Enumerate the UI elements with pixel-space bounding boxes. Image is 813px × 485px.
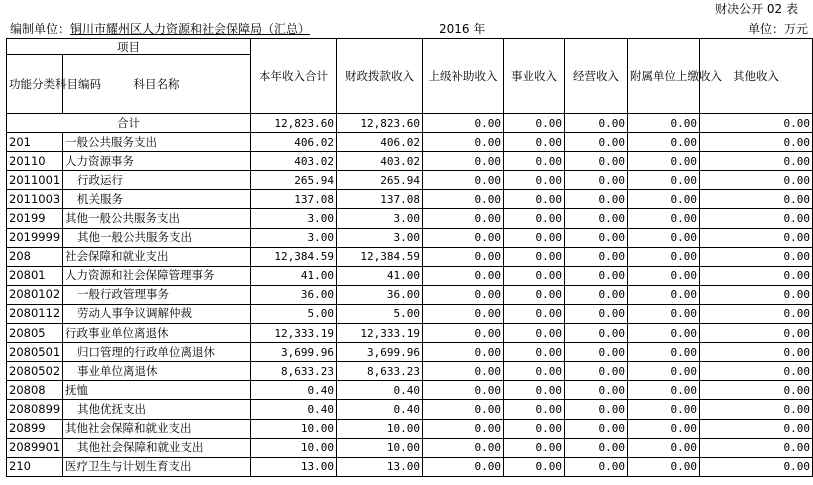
table-row xyxy=(7,209,813,228)
row-value: 0.00 xyxy=(700,381,813,400)
row-value: 0.00 xyxy=(628,247,700,266)
row-value: 13.00 xyxy=(251,457,337,476)
table-row xyxy=(7,438,813,457)
row-value: 3.00 xyxy=(337,228,423,247)
table-row xyxy=(7,228,813,247)
row-value: 0.00 xyxy=(628,419,700,438)
row-name: 劳动人事争议调解仲裁 xyxy=(63,304,251,323)
row-value: 0.00 xyxy=(700,324,813,343)
row-value: 0.00 xyxy=(565,171,628,190)
row-value: 0.00 xyxy=(628,304,700,323)
row-name: 其他社会保障和就业支出 xyxy=(63,438,251,457)
table-row xyxy=(7,324,813,343)
row-value: 0.00 xyxy=(423,190,504,209)
row-value: 0.00 xyxy=(565,419,628,438)
row-value: 3,699.96 xyxy=(337,343,423,362)
row-value: 0.00 xyxy=(504,457,565,476)
row-value: 12,333.19 xyxy=(337,324,423,343)
row-value: 0.40 xyxy=(337,400,423,419)
table-row xyxy=(7,381,813,400)
row-value: 265.94 xyxy=(251,171,337,190)
row-code: 2080102 xyxy=(7,285,63,304)
reporting-unit xyxy=(10,22,310,36)
row-code: 208 xyxy=(7,247,63,266)
row-name: 机关服务 xyxy=(63,190,251,209)
row-value: 0.00 xyxy=(700,209,813,228)
row-value: 0.00 xyxy=(504,247,565,266)
row-value: 0.00 xyxy=(565,285,628,304)
row-value: 0.00 xyxy=(423,457,504,476)
row-value: 406.02 xyxy=(251,133,337,152)
row-value: 0.00 xyxy=(423,400,504,419)
row-value: 0.00 xyxy=(423,381,504,400)
row-name: 归口管理的行政单位离退休 xyxy=(63,343,251,362)
row-value: 0.00 xyxy=(423,438,504,457)
total-value: 0.00 xyxy=(700,114,813,133)
row-value: 36.00 xyxy=(337,285,423,304)
header-business: 事业收入 xyxy=(504,39,565,114)
row-value: 0.00 xyxy=(565,228,628,247)
row-code: 210 xyxy=(7,457,63,476)
row-value: 0.00 xyxy=(423,171,504,190)
row-value: 0.00 xyxy=(423,209,504,228)
row-name: 其他一般公共服务支出 xyxy=(63,209,251,228)
row-value: 0.00 xyxy=(700,362,813,381)
row-code: 20199 xyxy=(7,209,63,228)
row-value: 0.00 xyxy=(628,381,700,400)
row-value: 0.00 xyxy=(504,152,565,171)
row-value: 0.00 xyxy=(504,343,565,362)
row-value: 0.00 xyxy=(423,419,504,438)
row-code: 2019999 xyxy=(7,228,63,247)
row-value: 0.40 xyxy=(251,400,337,419)
row-value: 0.00 xyxy=(565,247,628,266)
row-value: 0.00 xyxy=(700,247,813,266)
row-name: 其他社会保障和就业支出 xyxy=(63,419,251,438)
row-value: 0.00 xyxy=(628,171,700,190)
currency-unit: 单位：万元 xyxy=(747,22,808,36)
row-value: 0.00 xyxy=(423,133,504,152)
row-name: 其他优抚支出 xyxy=(63,400,251,419)
table-row xyxy=(7,362,813,381)
table-row xyxy=(7,133,813,152)
row-name: 一般行政管理事务 xyxy=(63,285,251,304)
total-value: 0.00 xyxy=(565,114,628,133)
row-value: 0.00 xyxy=(628,285,700,304)
row-value: 406.02 xyxy=(337,133,423,152)
table-row xyxy=(7,171,813,190)
row-value: 10.00 xyxy=(251,419,337,438)
row-value: 0.00 xyxy=(565,304,628,323)
row-value: 0.40 xyxy=(337,381,423,400)
header-total-income: 本年收入合计 xyxy=(251,39,337,114)
row-value: 0.00 xyxy=(700,343,813,362)
row-value: 0.00 xyxy=(628,266,700,285)
row-value: 0.00 xyxy=(700,285,813,304)
row-value: 0.00 xyxy=(628,133,700,152)
row-code: 201 xyxy=(7,133,63,152)
row-value: 0.00 xyxy=(565,343,628,362)
header-other: 其他收入 xyxy=(700,39,813,114)
row-value: 0.00 xyxy=(565,381,628,400)
row-value: 0.00 xyxy=(423,304,504,323)
row-value: 0.00 xyxy=(700,304,813,323)
row-value: 0.00 xyxy=(504,190,565,209)
row-value: 12,384.59 xyxy=(251,247,337,266)
table-body xyxy=(7,114,813,477)
row-value: 0.00 xyxy=(504,304,565,323)
row-value: 0.00 xyxy=(565,457,628,476)
row-value: 0.00 xyxy=(423,266,504,285)
row-code: 2011001 xyxy=(7,171,63,190)
row-name: 一般公共服务支出 xyxy=(63,133,251,152)
row-value: 403.02 xyxy=(251,152,337,171)
row-name: 其他一般公共服务支出 xyxy=(63,228,251,247)
total-value: 12,823.60 xyxy=(337,114,423,133)
row-value: 10.00 xyxy=(251,438,337,457)
row-code: 2080501 xyxy=(7,343,63,362)
row-value: 137.08 xyxy=(251,190,337,209)
reporting-unit-label: 编制单位： xyxy=(10,22,71,36)
table-row xyxy=(7,190,813,209)
row-value: 5.00 xyxy=(251,304,337,323)
form-code: 财决公开 02 表 xyxy=(715,2,798,16)
row-value: 0.40 xyxy=(251,381,337,400)
row-value: 0.00 xyxy=(504,362,565,381)
header-row-top xyxy=(7,39,813,55)
header-subject-name: 科目名称 xyxy=(63,55,251,114)
row-name: 行政运行 xyxy=(63,171,251,190)
row-value: 0.00 xyxy=(565,438,628,457)
row-value: 0.00 xyxy=(423,362,504,381)
row-value: 0.00 xyxy=(504,419,565,438)
row-code: 2089901 xyxy=(7,438,63,457)
table-row xyxy=(7,266,813,285)
row-value: 0.00 xyxy=(628,362,700,381)
row-value: 0.00 xyxy=(504,400,565,419)
row-code: 20801 xyxy=(7,266,63,285)
row-code: 20899 xyxy=(7,419,63,438)
row-code: 20110 xyxy=(7,152,63,171)
row-value: 0.00 xyxy=(504,438,565,457)
row-value: 0.00 xyxy=(565,209,628,228)
row-value: 0.00 xyxy=(423,228,504,247)
row-value: 0.00 xyxy=(423,152,504,171)
header-affiliated: 附属单位上缴收入 xyxy=(628,39,700,114)
row-value: 0.00 xyxy=(700,419,813,438)
row-name: 社会保障和就业支出 xyxy=(63,247,251,266)
table-row xyxy=(7,152,813,171)
row-value: 12,333.19 xyxy=(251,324,337,343)
row-code: 20805 xyxy=(7,324,63,343)
row-value: 0.00 xyxy=(565,400,628,419)
row-code: 2011003 xyxy=(7,190,63,209)
row-value: 41.00 xyxy=(251,266,337,285)
row-value: 0.00 xyxy=(700,190,813,209)
table-row xyxy=(7,457,813,476)
row-value: 403.02 xyxy=(337,152,423,171)
table-row xyxy=(7,304,813,323)
row-value: 0.00 xyxy=(504,381,565,400)
table-header xyxy=(7,39,813,114)
row-value: 41.00 xyxy=(337,266,423,285)
row-value: 10.00 xyxy=(337,419,423,438)
row-value: 0.00 xyxy=(423,285,504,304)
row-code: 20808 xyxy=(7,381,63,400)
row-value: 0.00 xyxy=(700,400,813,419)
row-value: 3,699.96 xyxy=(251,343,337,362)
row-value: 137.08 xyxy=(337,190,423,209)
row-value: 0.00 xyxy=(700,152,813,171)
row-value: 0.00 xyxy=(565,362,628,381)
row-value: 0.00 xyxy=(565,190,628,209)
row-value: 8,633.23 xyxy=(251,362,337,381)
row-value: 0.00 xyxy=(423,324,504,343)
row-value: 3.00 xyxy=(251,228,337,247)
header-operating: 经营收入 xyxy=(565,39,628,114)
header-superior-subsidy: 上级补助收入 xyxy=(423,39,504,114)
header-item: 项目 xyxy=(7,39,251,55)
row-value: 0.00 xyxy=(628,324,700,343)
row-name: 事业单位离退休 xyxy=(63,362,251,381)
row-code: 2080112 xyxy=(7,304,63,323)
row-code: 2080899 xyxy=(7,400,63,419)
table-row xyxy=(7,400,813,419)
total-label: 合计 xyxy=(7,114,251,133)
table-row xyxy=(7,343,813,362)
row-value: 0.00 xyxy=(565,133,628,152)
row-value: 0.00 xyxy=(628,400,700,419)
total-value: 12,823.60 xyxy=(251,114,337,133)
table-row xyxy=(7,247,813,266)
row-value: 0.00 xyxy=(700,438,813,457)
row-value: 0.00 xyxy=(504,266,565,285)
row-value: 0.00 xyxy=(423,343,504,362)
row-value: 0.00 xyxy=(423,247,504,266)
row-value: 0.00 xyxy=(628,457,700,476)
row-value: 0.00 xyxy=(504,171,565,190)
row-value: 13.00 xyxy=(337,457,423,476)
row-value: 0.00 xyxy=(700,228,813,247)
row-value: 0.00 xyxy=(628,190,700,209)
row-value: 0.00 xyxy=(628,228,700,247)
total-row xyxy=(7,114,813,133)
fiscal-year: 2016 年 xyxy=(439,22,486,36)
row-name: 行政事业单位离退休 xyxy=(63,324,251,343)
row-value: 0.00 xyxy=(504,209,565,228)
row-value: 0.00 xyxy=(700,133,813,152)
total-value: 0.00 xyxy=(423,114,504,133)
row-value: 0.00 xyxy=(628,438,700,457)
row-value: 0.00 xyxy=(700,457,813,476)
row-value: 0.00 xyxy=(700,171,813,190)
row-value: 0.00 xyxy=(504,228,565,247)
row-value: 12,384.59 xyxy=(337,247,423,266)
reporting-unit-name: 铜川市耀州区人力资源和社会保障局（汇总） xyxy=(70,22,311,36)
header-func-code: 功能分类科目编码 xyxy=(7,55,63,114)
total-value: 0.00 xyxy=(504,114,565,133)
row-value: 10.00 xyxy=(337,438,423,457)
header-fiscal: 财政拨款收入 xyxy=(337,39,423,114)
row-value: 0.00 xyxy=(565,324,628,343)
row-name: 人力资源事务 xyxy=(63,152,251,171)
row-value: 36.00 xyxy=(251,285,337,304)
row-value: 3.00 xyxy=(251,209,337,228)
row-value: 3.00 xyxy=(337,209,423,228)
row-value: 0.00 xyxy=(504,133,565,152)
table-row xyxy=(7,419,813,438)
row-value: 8,633.23 xyxy=(337,362,423,381)
row-value: 0.00 xyxy=(565,152,628,171)
row-value: 0.00 xyxy=(628,209,700,228)
row-value: 0.00 xyxy=(504,285,565,304)
total-value: 0.00 xyxy=(628,114,700,133)
income-table xyxy=(6,38,813,477)
row-value: 0.00 xyxy=(700,266,813,285)
row-value: 0.00 xyxy=(504,324,565,343)
row-value: 5.00 xyxy=(337,304,423,323)
row-name: 人力资源和社会保障管理事务 xyxy=(63,266,251,285)
table-row xyxy=(7,285,813,304)
row-name: 医疗卫生与计划生育支出 xyxy=(63,457,251,476)
row-value: 0.00 xyxy=(628,343,700,362)
row-value: 0.00 xyxy=(565,266,628,285)
row-value: 265.94 xyxy=(337,171,423,190)
row-value: 0.00 xyxy=(628,152,700,171)
row-code: 2080502 xyxy=(7,362,63,381)
row-name: 抚恤 xyxy=(63,381,251,400)
